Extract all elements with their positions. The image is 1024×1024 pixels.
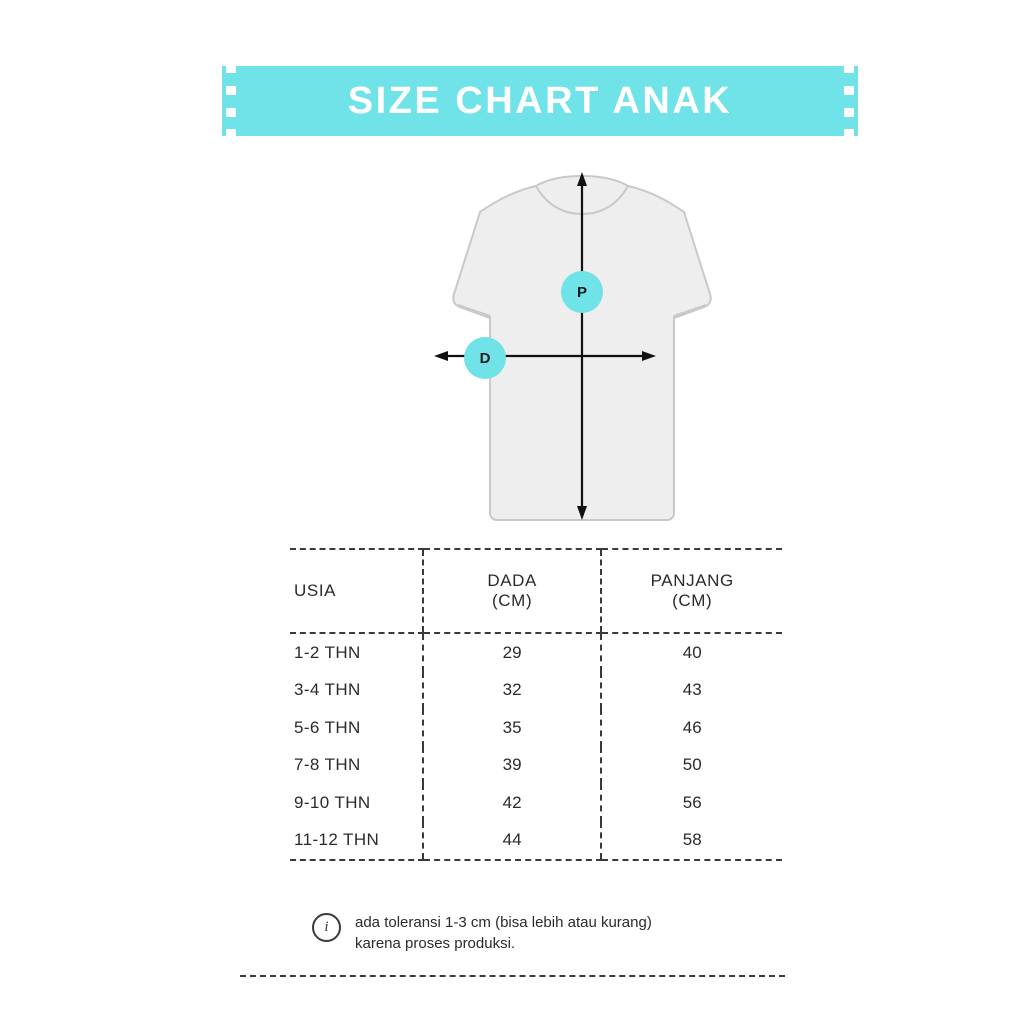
ribbon-notch-icon <box>226 86 236 95</box>
cell-panjang: 58 <box>601 822 782 861</box>
ribbon-notch-icon <box>226 129 236 138</box>
cell-usia: 9-10 THN <box>294 792 371 812</box>
cell-dada: 35 <box>423 709 602 747</box>
badge-dada: D <box>464 337 506 379</box>
page-title: SIZE CHART ANAK <box>347 79 733 122</box>
cell-dada: 39 <box>423 747 602 785</box>
column-header-usia: USIA <box>290 549 423 633</box>
cell-dada: 29 <box>423 633 602 672</box>
bottom-divider <box>240 975 785 977</box>
banner-background <box>222 66 858 136</box>
column-header-panjang-unit: (CM) <box>672 591 713 610</box>
cell-usia: 3-4 THN <box>294 680 361 700</box>
table-row <box>290 672 782 710</box>
cell-usia: 5-6 THN <box>294 717 361 737</box>
table-row <box>290 747 782 785</box>
column-header-panjang <box>601 549 782 633</box>
ribbon-notch-icon <box>226 64 236 73</box>
cell-usia: 7-8 THN <box>294 755 361 775</box>
cell-usia: 11-12 THN <box>290 822 423 861</box>
table-row <box>290 633 782 672</box>
cell-panjang: 46 <box>601 709 782 747</box>
table-row <box>290 709 782 747</box>
ribbon-notch-icon <box>844 108 854 117</box>
column-header-dada <box>423 549 602 633</box>
tolerance-note-line-1: ada toleransi 1-3 cm (bisa lebih atau kurang) <box>355 914 652 931</box>
table-header-row <box>290 549 782 633</box>
ribbon-notch-icon <box>226 108 236 117</box>
size-chart-table <box>290 548 782 861</box>
cell-dada: 44 <box>423 822 602 861</box>
column-header-dada-unit: (CM) <box>492 591 533 610</box>
ribbon-notch-icon <box>844 86 854 95</box>
cell-dada: 42 <box>423 784 602 822</box>
tshirt-icon <box>350 168 770 528</box>
ribbon-notch-icon <box>844 64 854 73</box>
tolerance-note-line-2: karena proses produksi. <box>355 935 516 952</box>
tolerance-note <box>312 912 782 954</box>
tolerance-note-text <box>355 912 652 954</box>
tshirt-diagram <box>350 168 770 528</box>
banner <box>222 66 858 136</box>
column-header-panjang-main: PANJANG <box>650 571 734 590</box>
cell-panjang: 40 <box>601 633 782 672</box>
cell-panjang: 43 <box>601 672 782 710</box>
info-icon: i <box>312 913 341 942</box>
column-header-dada-main: DADA <box>487 571 537 590</box>
badge-panjang: P <box>561 271 603 313</box>
cell-dada: 32 <box>423 672 602 710</box>
cell-usia: 1-2 THN <box>294 642 361 662</box>
ribbon-notch-icon <box>844 129 854 138</box>
table-row <box>290 784 782 822</box>
cell-panjang: 50 <box>601 747 782 785</box>
cell-panjang: 56 <box>601 784 782 822</box>
table-row <box>290 822 782 861</box>
